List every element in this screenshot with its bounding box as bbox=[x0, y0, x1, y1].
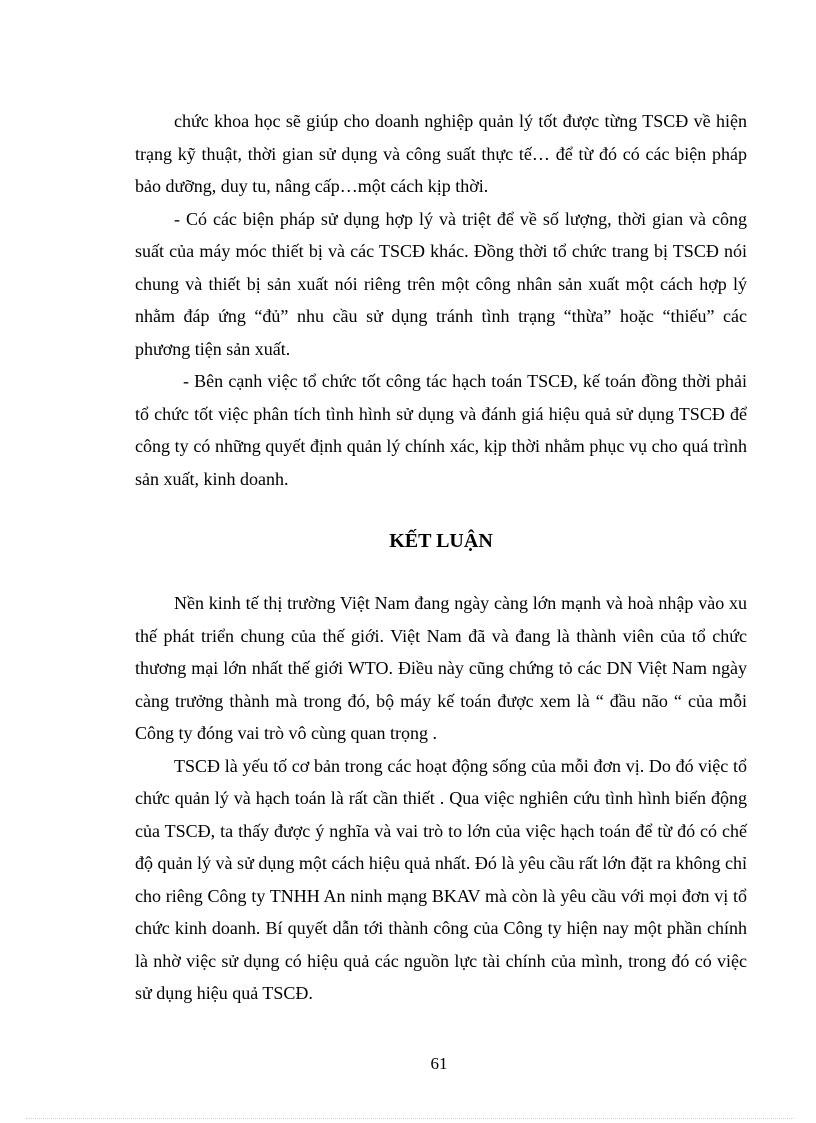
paragraph-bullet-usage: - Có các biện pháp sử dụng hợp lý và triệt để về số lượng, thời gian và công suất của máy móc thiết bị và các TSCĐ khác. Đồng thời tổ chức trang bị TSCĐ nói chung và thiết bị sản xuất nói riêng trên một công nhân sản xuất một cách hợp lý nhằm đáp ứng “đủ” nhu cầu sử dụng tránh tình trạng “thừa” hoặc “thiếu” các phương tiện sản xuất. bbox=[135, 208, 747, 359]
paragraph-continued: chức khoa học sẽ giúp cho doanh nghiệp quản lý tốt được từng TSCĐ về hiện trạng kỹ thuật, thời gian sử dụng và công suất thực tế… để từ đó có các biện pháp bảo dưỡng, duy tu, nâng cấp…một cách kịp thời. bbox=[135, 111, 747, 196]
paragraph-bullet-accounting: - Bên cạnh việc tổ chức tốt công tác hạch toán TSCĐ, kế toán đồng thời phải tổ chức tốt việc phân tích tình hình sử dụng và đánh giá hiệu quả sử dụng TSCĐ để công ty có những quyết định quản lý chính xác, kịp thời nhằm phục vụ cho quá trình sản xuất, kinh doanh. bbox=[135, 371, 747, 489]
paragraph-conclusion-economy: Nền kinh tế thị trường Việt Nam đang ngày càng lớn mạnh và hoà nhập vào xu thế phát triển chung của thế giới. Việt Nam đã và đang là thành viên của tổ chức thương mại lớn nhất thế giới WTO. Điều này cũng chứng tỏ các DN Việt Nam ngày càng trưởng thành mà trong đó, bộ máy kế toán được xem là “ đầu não “ của mỗi Công ty đóng vai trò vô cùng quan trọng . bbox=[135, 593, 747, 743]
section-heading: KẾT LUẬN bbox=[389, 530, 493, 552]
body-text-before-heading bbox=[135, 105, 747, 495]
body-text-conclusion bbox=[135, 587, 747, 1010]
page-bottom-divider bbox=[26, 1118, 794, 1119]
paragraph-conclusion-fixed-assets: TSCĐ là yếu tố cơ bản trong các hoạt động sống của mỗi đơn vị. Do đó việc tổ chức quản lý và hạch toán là rất cần thiết . Qua việc nghiên cứu tình hình biến động của TSCĐ, ta thấy được ý nghĩa và vai trò to lớn của việc hạch toán để từ đó có chế độ quản lý và sử dụng một cách hiệu quả nhất. Đó là yêu cầu rất lớn đặt ra không chỉ cho riêng Công ty TNHH An ninh mạng BKAV mà còn là yêu cầu với mọi đơn vị tổ chức kinh doanh. Bí quyết dẫn tới thành công của Công ty hiện nay một phần chính là nhờ việc sử dụng có hiệu quả các nguồn lực tài chính của mình, trong đó có việc sử dụng hiệu quả TSCĐ. bbox=[135, 755, 747, 1003]
page-number: 61 bbox=[430, 1054, 448, 1073]
